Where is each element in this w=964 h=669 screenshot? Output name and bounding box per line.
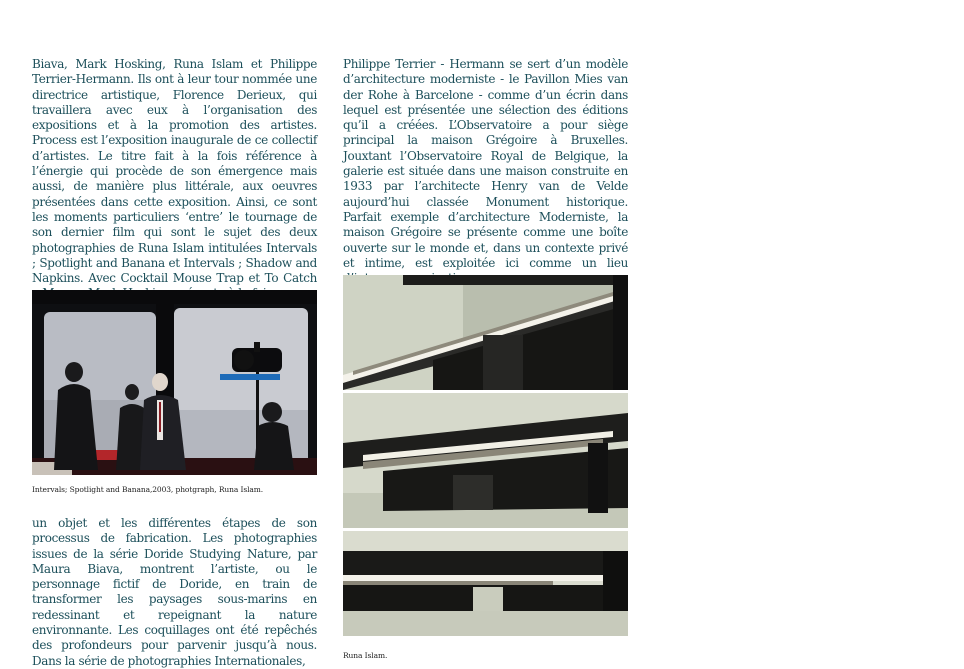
photo-intervals-spotlight	[32, 290, 317, 475]
left-photo-caption: Intervals; Spotlight and Banana,2003, photgraph, Runa Islam.	[32, 485, 264, 494]
left-top-paragraph: Biava, Mark Hosking, Runa Islam et Philippe Terrier-Hermann. Ils ont à leur tour nommée une directrice artistique, Florence Derieux, qui travaillera avec eux à l’organisation des expositions et à la promotion des artistes. Process est l’exposition inaugurale de ce collectif d’artistes. Le titre fait à la fois référence à l’énergie qui procède de son émergence mais aussi, de manière plus littérale, aux oeuvres présentées dans cette exposition. Ainsi, ce sont les moments particuliers ‘entre’ le tournage de son dernier film qui sont le sujet des deux photographies de Runa Islam intitulées Intervals ; Spotlight and Banana et Intervals ; Shadow and Napkins. Avec Cocktail Mouse Trap et To Catch	[32, 57, 317, 286]
photo-model-3	[343, 531, 628, 636]
photo-model-2	[343, 393, 628, 528]
right-photo-caption: Runa Islam.	[343, 651, 388, 660]
right-top-paragraph: Philippe Terrier - Hermann se sert d’un modèle d’architecture moderniste - le Pavillon Mies van der Rohe à Barcelone - comme d’un écrin dans lequel est présentée une sélection des éditions qu’il a créées. L’Observatoire a pour siège principal la maison Grégoire à Bruxelles. Jouxtant l’Observatoire Royal de Belgique, la galerie est située dans une maison construite en 1933 par l’architecte Henry van de Velde aujourd’hui classée Monument historique. Parfait exemple d’architecture Moderniste, la maison Grégoire se présente comme une boîte ouverte sur le monde et, dans un contexte privé et intime, est exploitée ici comme un lieu	[343, 57, 628, 270]
photo-model-1	[343, 275, 628, 390]
left-bottom-paragraph: un objet et les différentes étapes de son processus de fabrication. Les photographies issues de la série Doride Studying Nature, par Maura Biava, montrent l’artiste, ou le personnage fictif de Doride, en train de transformer les paysages sous-marins en redessinant et repeignant la nature environnante. Les coquillages ont été repêchés des profondeurs pour parvenir jusqu’à nous. Dans la série de photographies Internationales,	[32, 516, 317, 668]
